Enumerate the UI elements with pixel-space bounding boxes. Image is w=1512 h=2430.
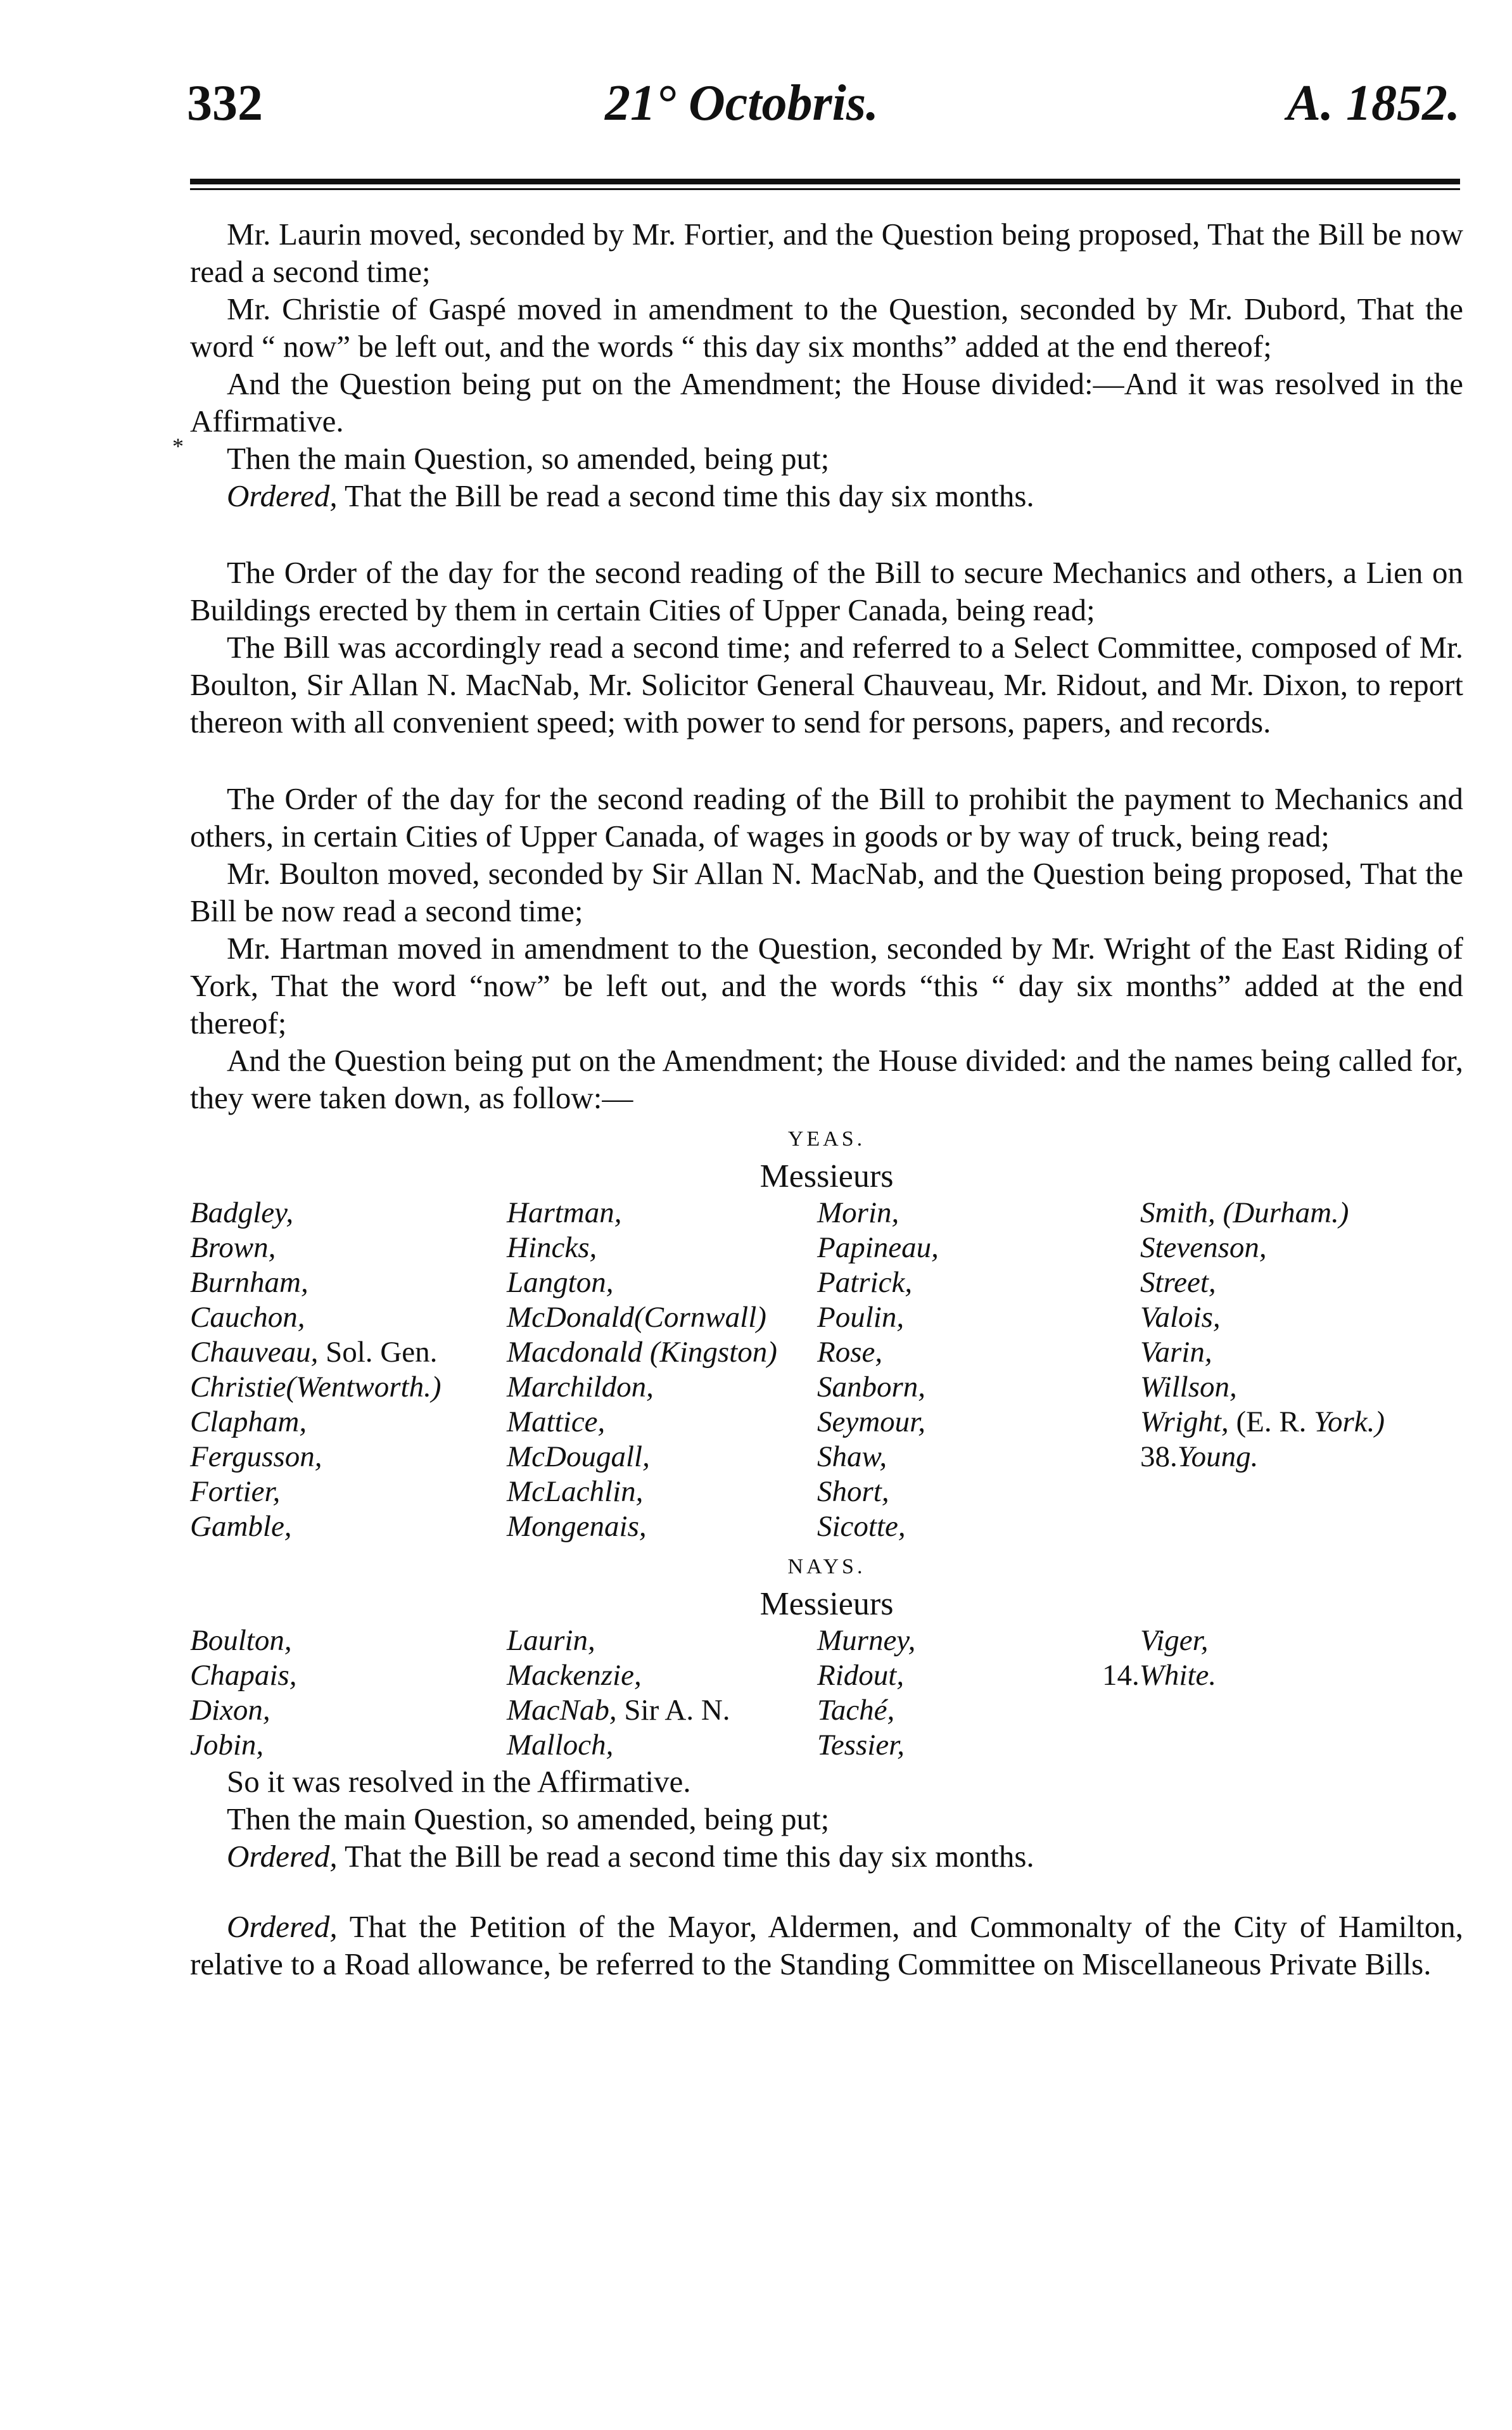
nay-name: Boulton, bbox=[190, 1624, 292, 1657]
yea-name: McDonald(Cornwall) bbox=[507, 1301, 766, 1334]
ordered-paragraph bbox=[190, 477, 1463, 515]
ordered-paragraph bbox=[190, 1908, 1463, 1983]
spacer bbox=[190, 1875, 1463, 1908]
yea-name: Badgley, bbox=[190, 1196, 294, 1229]
nays-count: 14. bbox=[1102, 1659, 1140, 1692]
yea-name: Valois, bbox=[1140, 1301, 1221, 1334]
nay-name: Malloch, bbox=[507, 1729, 614, 1762]
page-number: 332 bbox=[187, 75, 263, 131]
yea-name: Stevenson, bbox=[1140, 1231, 1267, 1264]
paragraph: The Order of the day for the second reading of the Bill to prohibit the payment to Mechanics and others, in certain Cities of Upper Canada, of wages in goods or by way of truck, being read; bbox=[190, 781, 1463, 854]
sir-an-note: Sir A. N. bbox=[616, 1694, 730, 1727]
yea-name: Brown, bbox=[190, 1231, 276, 1264]
ordered-text: That the Bill be read a second time this day six months. bbox=[337, 1839, 1034, 1874]
yea-name: Street, bbox=[1140, 1266, 1216, 1299]
yea-name: McDougall, bbox=[507, 1440, 650, 1473]
paragraph: And the Question being put on the Amendment; the House divided:—And it was resolved in the Affirmative. bbox=[190, 366, 1463, 438]
header-rule-thick bbox=[190, 179, 1460, 184]
yea-name: Mattice, bbox=[507, 1405, 606, 1438]
yeas-messieurs: Messieurs bbox=[759, 1158, 894, 1194]
nay-name: Dixon, bbox=[190, 1694, 270, 1727]
nay-name: 14.White. bbox=[1102, 1659, 1217, 1692]
yea-name: Varin, bbox=[1140, 1336, 1212, 1369]
yea-name: Marchildon, bbox=[507, 1371, 654, 1404]
journal-date: 21° Octobris. bbox=[605, 75, 879, 131]
spacer bbox=[190, 741, 1463, 780]
yea-name: McLachlin, bbox=[507, 1475, 644, 1508]
yea-name: Chauveau, Sol. Gen. bbox=[190, 1336, 438, 1369]
yea-name: Mongenais, bbox=[507, 1510, 647, 1543]
yea-name: Shaw, bbox=[817, 1440, 887, 1473]
yea-name: Fergusson, bbox=[190, 1440, 322, 1473]
ordered-text: That the Bill be read a second time this day six months. bbox=[337, 478, 1034, 513]
nays-list bbox=[190, 1623, 1463, 1763]
yea-name: Hincks, bbox=[507, 1231, 597, 1264]
nay-name: Tessier, bbox=[817, 1729, 905, 1762]
nays-heading bbox=[190, 1548, 1463, 1623]
nay-name: Viger, bbox=[1140, 1624, 1209, 1657]
nay-name bbox=[1102, 1693, 1463, 1728]
yea-name: Willson, bbox=[1140, 1371, 1237, 1404]
yeas-list bbox=[190, 1196, 1463, 1544]
yea-name: Gamble, bbox=[190, 1510, 292, 1543]
yea-name bbox=[1140, 1474, 1463, 1509]
margin-asterisk: * bbox=[172, 433, 184, 459]
yea-name: Hartman, bbox=[507, 1196, 622, 1229]
nay-name: Mackenzie, bbox=[507, 1659, 642, 1692]
yeas-label: YEAS. bbox=[787, 1127, 866, 1151]
yea-name bbox=[1140, 1509, 1463, 1544]
journal-body bbox=[190, 215, 1463, 1983]
yea-name: Christie(Wentworth.) bbox=[190, 1371, 442, 1404]
nay-name: Jobin, bbox=[190, 1729, 264, 1762]
riding-note: (E. R. bbox=[1228, 1405, 1314, 1438]
ordered-lead: Ordered, bbox=[227, 478, 338, 513]
yea-name: Clapham, bbox=[190, 1405, 307, 1438]
ordered-text: That the Petition of the Mayor, Aldermen, and Commonalty of the City of Hamilton, relative to a Road allowance, be referred to the Standing Committee on Miscellaneous Private Bills. bbox=[190, 1909, 1463, 1981]
yeas-heading bbox=[190, 1120, 1463, 1196]
paragraph: The Order of the day for the second reading of the Bill to secure Mechanics and others, a Lien on Buildings erected by them in certain Cities of Upper Canada, being read; bbox=[190, 555, 1463, 627]
yea-name: Papineau, bbox=[817, 1231, 939, 1264]
ordered-paragraph bbox=[190, 1838, 1463, 1875]
yea-name: Smith, (Durham.) bbox=[1140, 1196, 1349, 1229]
paragraph: Then the main Question, so amended, being put; bbox=[227, 441, 830, 476]
nay-name: Laurin, bbox=[507, 1624, 595, 1657]
nay-name: Ridout, bbox=[817, 1659, 905, 1692]
yea-name: Fortier, bbox=[190, 1475, 281, 1508]
paragraph: Mr. Boulton moved, seconded by Sir Allan N. MacNab, and the Question being proposed, That the Bill be now read a second time; bbox=[190, 856, 1463, 928]
yea-name: Patrick, bbox=[817, 1266, 913, 1299]
nay-name: Taché, bbox=[817, 1694, 895, 1727]
nays-label: NAYS. bbox=[787, 1555, 866, 1578]
ordered-lead: Ordered, bbox=[227, 1839, 338, 1874]
yea-name: Poulin, bbox=[817, 1301, 905, 1334]
yea-name: Rose, bbox=[817, 1336, 883, 1369]
nay-name bbox=[1102, 1728, 1463, 1763]
yea-name: Seymour, bbox=[817, 1405, 925, 1438]
yea-name: Wright, (E. R. York.) bbox=[1140, 1405, 1385, 1438]
nay-name: MacNab, Sir A. N. bbox=[507, 1694, 730, 1727]
paragraph: So it was resolved in the Affirmative. bbox=[227, 1764, 691, 1799]
sol-gen-note: Sol. Gen. bbox=[318, 1336, 438, 1369]
nay-name: Chapais, bbox=[190, 1659, 297, 1692]
header-rule-thin bbox=[190, 188, 1460, 190]
yea-name: Short, bbox=[817, 1475, 889, 1508]
paragraph: Mr. Laurin moved, seconded by Mr. Fortier, and the Question being proposed, That the Bill be now read a second time; bbox=[190, 217, 1463, 289]
ordered-lead: Ordered, bbox=[227, 1909, 338, 1944]
paragraph: Mr. Hartman moved in amendment to the Question, seconded by Mr. Wright of the East Riding of York, That the word “now” be left out, and the words “this “ day six months” added at the end thereof; bbox=[190, 931, 1463, 1040]
yea-name: Burnham, bbox=[190, 1266, 308, 1299]
page-header bbox=[187, 75, 1460, 138]
nays-messieurs: Messieurs bbox=[759, 1586, 894, 1622]
paragraph: The Bill was accordingly read a second time; and referred to a Select Committee, composed of Mr. Boulton, Sir Allan N. MacNab, Mr. Solicitor General Chauveau, Mr. Ridout, and Mr. Dixon, to report thereon with all convenient speed; with power to send for persons, papers, and records. bbox=[190, 630, 1463, 739]
nay-name: Murney, bbox=[817, 1624, 916, 1657]
yea-name: Sanborn, bbox=[817, 1371, 926, 1404]
yea-name: Langton, bbox=[507, 1266, 614, 1299]
yea-name: Cauchon, bbox=[190, 1301, 305, 1334]
yea-name: Sicotte, bbox=[817, 1510, 906, 1543]
paragraph: And the Question being put on the Amendment; the House divided: and the names being called for, they were taken down, as follow:— bbox=[190, 1043, 1463, 1115]
yea-name: Morin, bbox=[817, 1196, 899, 1229]
paragraph: Then the main Question, so amended, being put; bbox=[227, 1801, 830, 1836]
journal-year: A. 1852. bbox=[1286, 75, 1460, 131]
yea-name: 38.Young. bbox=[1140, 1440, 1259, 1473]
spacer bbox=[190, 515, 1463, 554]
riding-name: York.) bbox=[1314, 1405, 1385, 1438]
paragraph: Mr. Christie of Gaspé moved in amendment to the Question, seconded by Mr. Dubord, That the word “ now” be left out, and the words “ this day six months” added at the end thereof; bbox=[190, 291, 1463, 364]
yeas-count: 38. bbox=[1140, 1440, 1178, 1473]
yea-name: Macdonald (Kingston) bbox=[507, 1336, 777, 1369]
